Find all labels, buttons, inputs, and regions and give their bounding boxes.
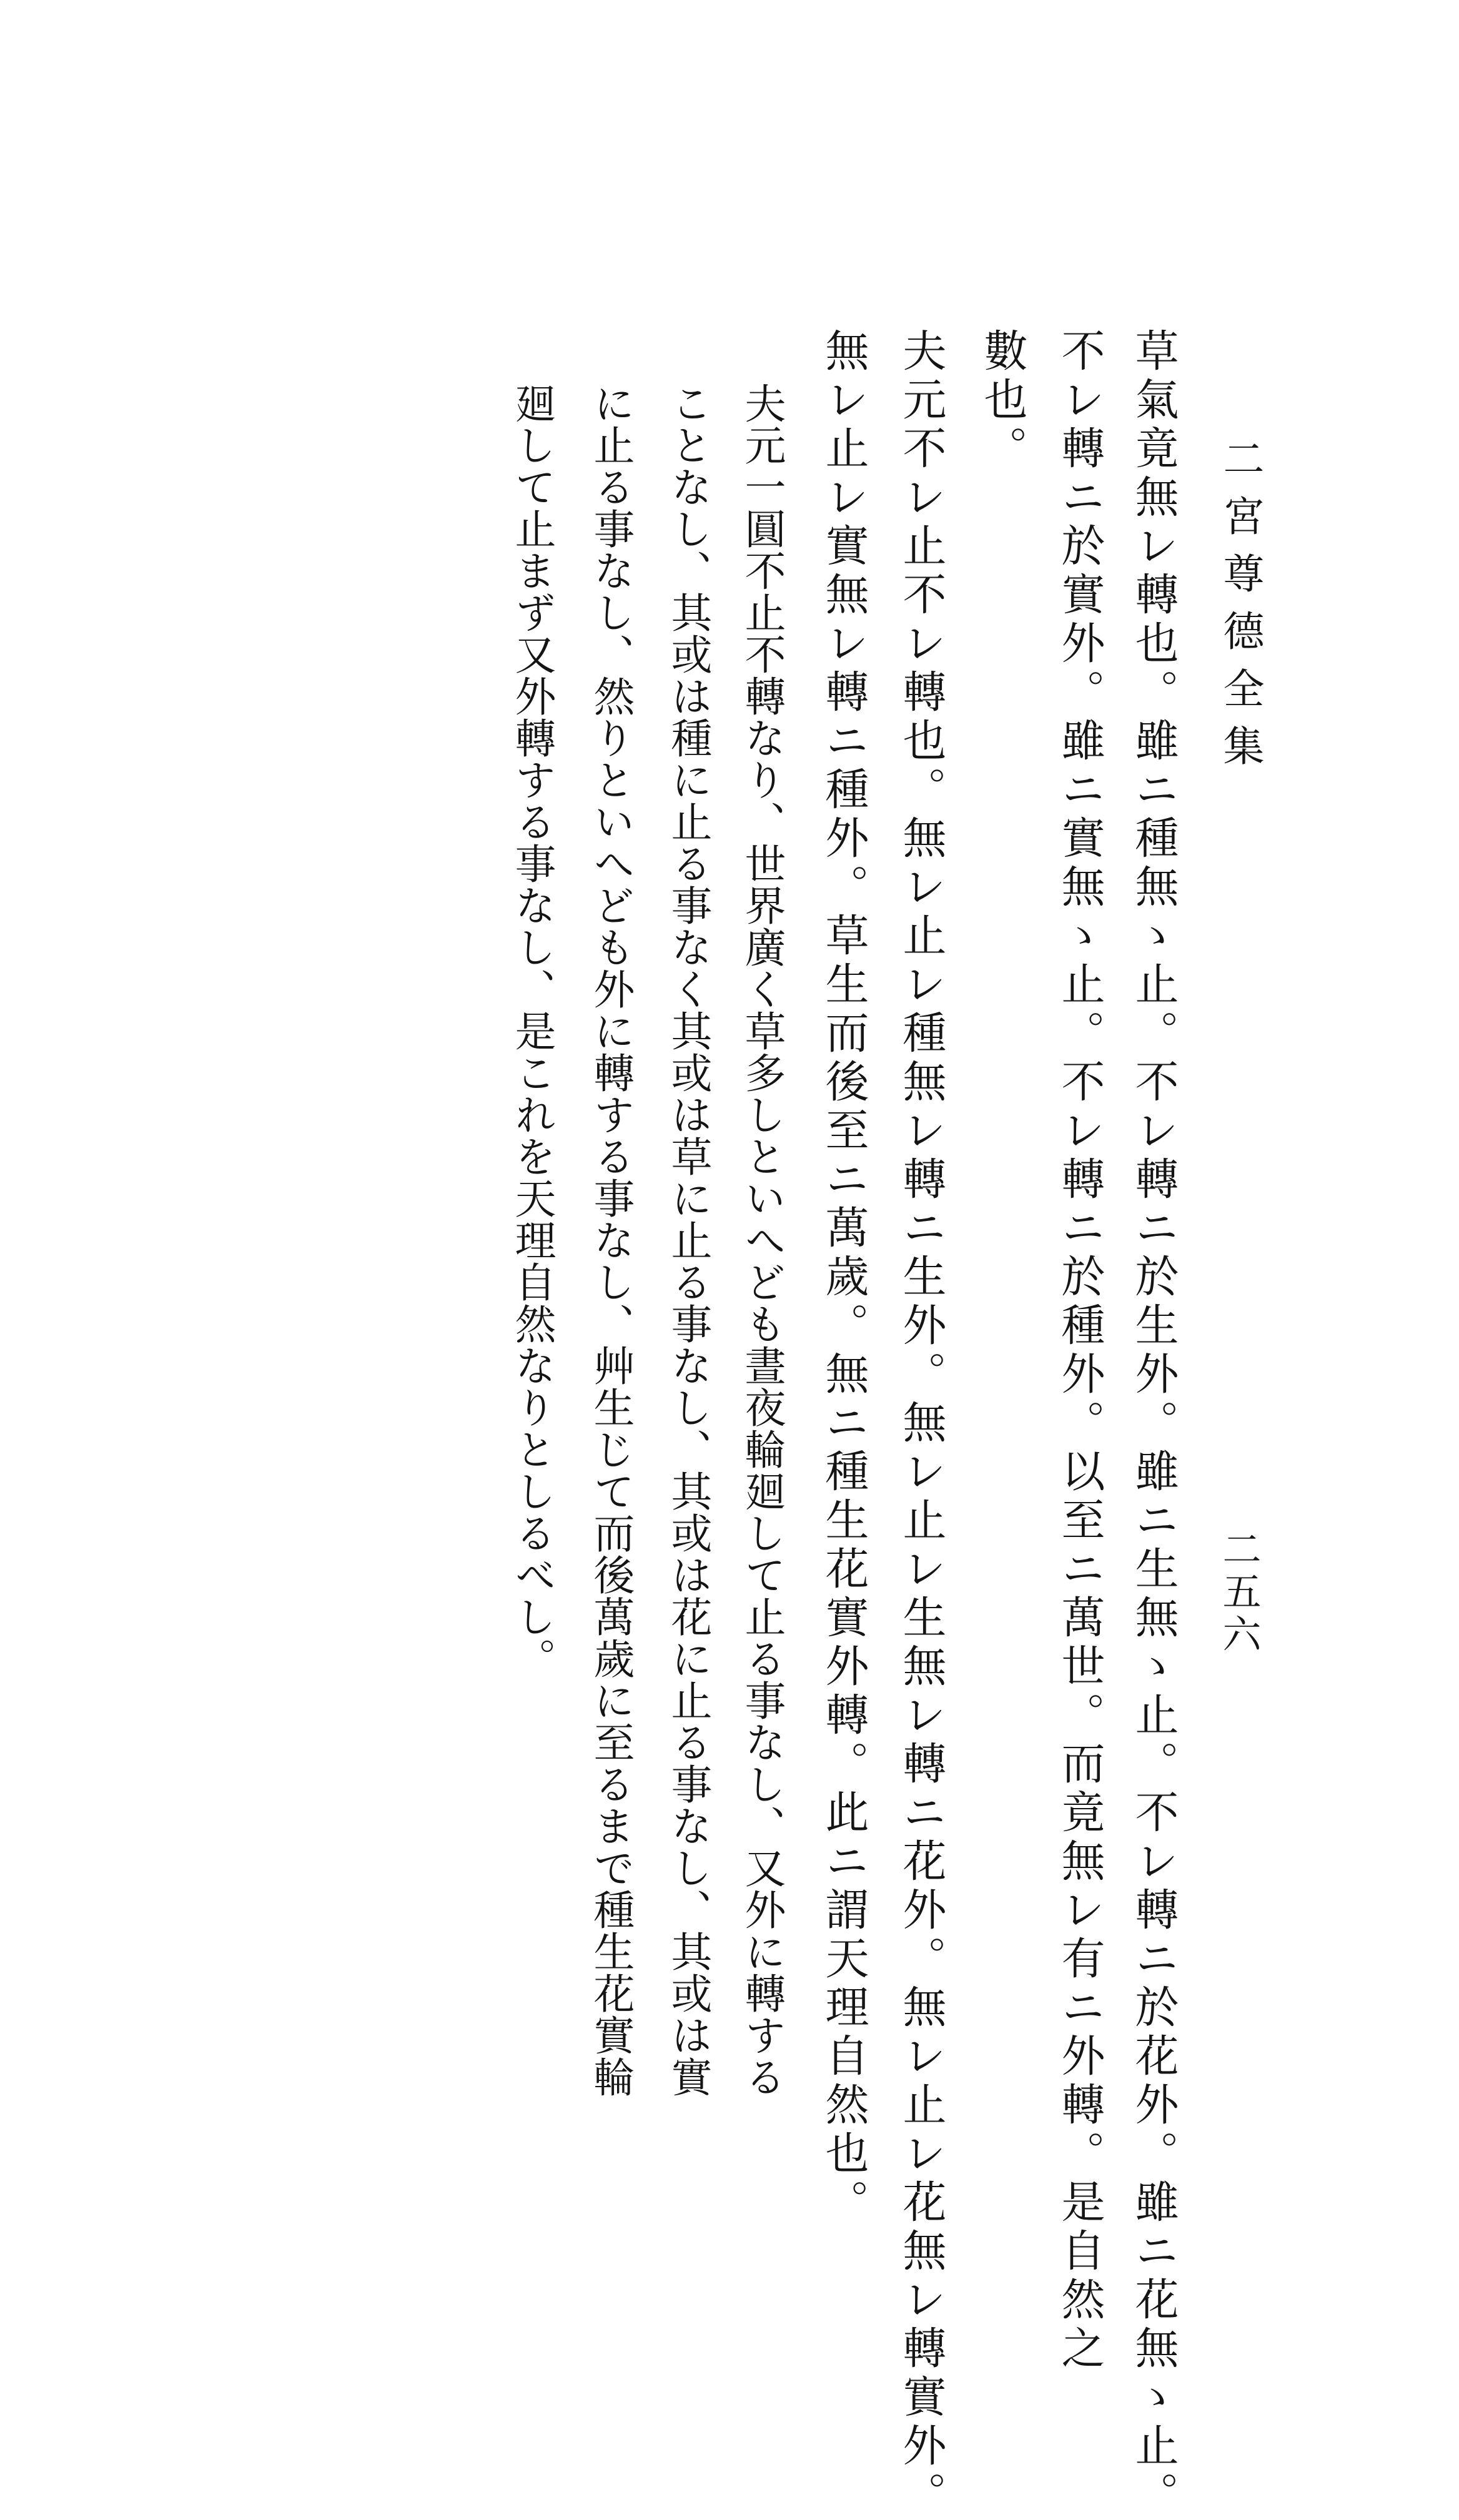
kanbun-column: 無レ止レ實無レ轉ニ種外。草生而後至ニ萬歲。無ニ種生花實外轉。此ニ謂天理自然也。 bbox=[818, 328, 869, 2228]
yomikudashi-column: ことなし、其或は種に止る事なく其或は草に止る事なし、其或は花に止る事なし、其或は實 bbox=[664, 382, 712, 2098]
yomikudashi-column: 廻して止まず又外轉する事なし、是これを天理自然なりとしるべし。 bbox=[508, 382, 556, 1679]
page-number: 二五六 bbox=[1216, 1529, 1262, 1656]
kanbun-column: 數也。 bbox=[977, 328, 1028, 474]
kanbun-column: 夫元不レ止不レ轉也。無レ止レ種無レ轉ニ生外。無レ止レ生無レ轉ニ花外。無レ止レ花無レ轉實外。 bbox=[896, 328, 947, 2520]
running-header-title: 二宮尊德全集 bbox=[1216, 437, 1264, 782]
kanbun-column: 草氣竟無レ轉也。雖ニ種無ゝ止。不レ轉ニ於生外。雖ニ生無ゝ止。不レ轉ニ於花外。雖ニ花無ゝ止。 bbox=[1128, 328, 1179, 2520]
kanbun-column: 不レ轉ニ於實外。雖ニ實無ゝ止。不レ轉ニ於種外。以至ニ萬世。而竟無レ有ニ外轉。是自然之 bbox=[1054, 328, 1105, 2374]
yomikudashi-column: 夫元一圓不止不轉なり、世界廣く草多しといへども晝夜輪廻して止る事なし、又外に轉する bbox=[738, 382, 786, 2098]
yomikudashi-column: に止る事なし、然りといへども外に轉する事なし、艸生じて而後萬歲に至るまで種生花實輪 bbox=[586, 382, 635, 2098]
